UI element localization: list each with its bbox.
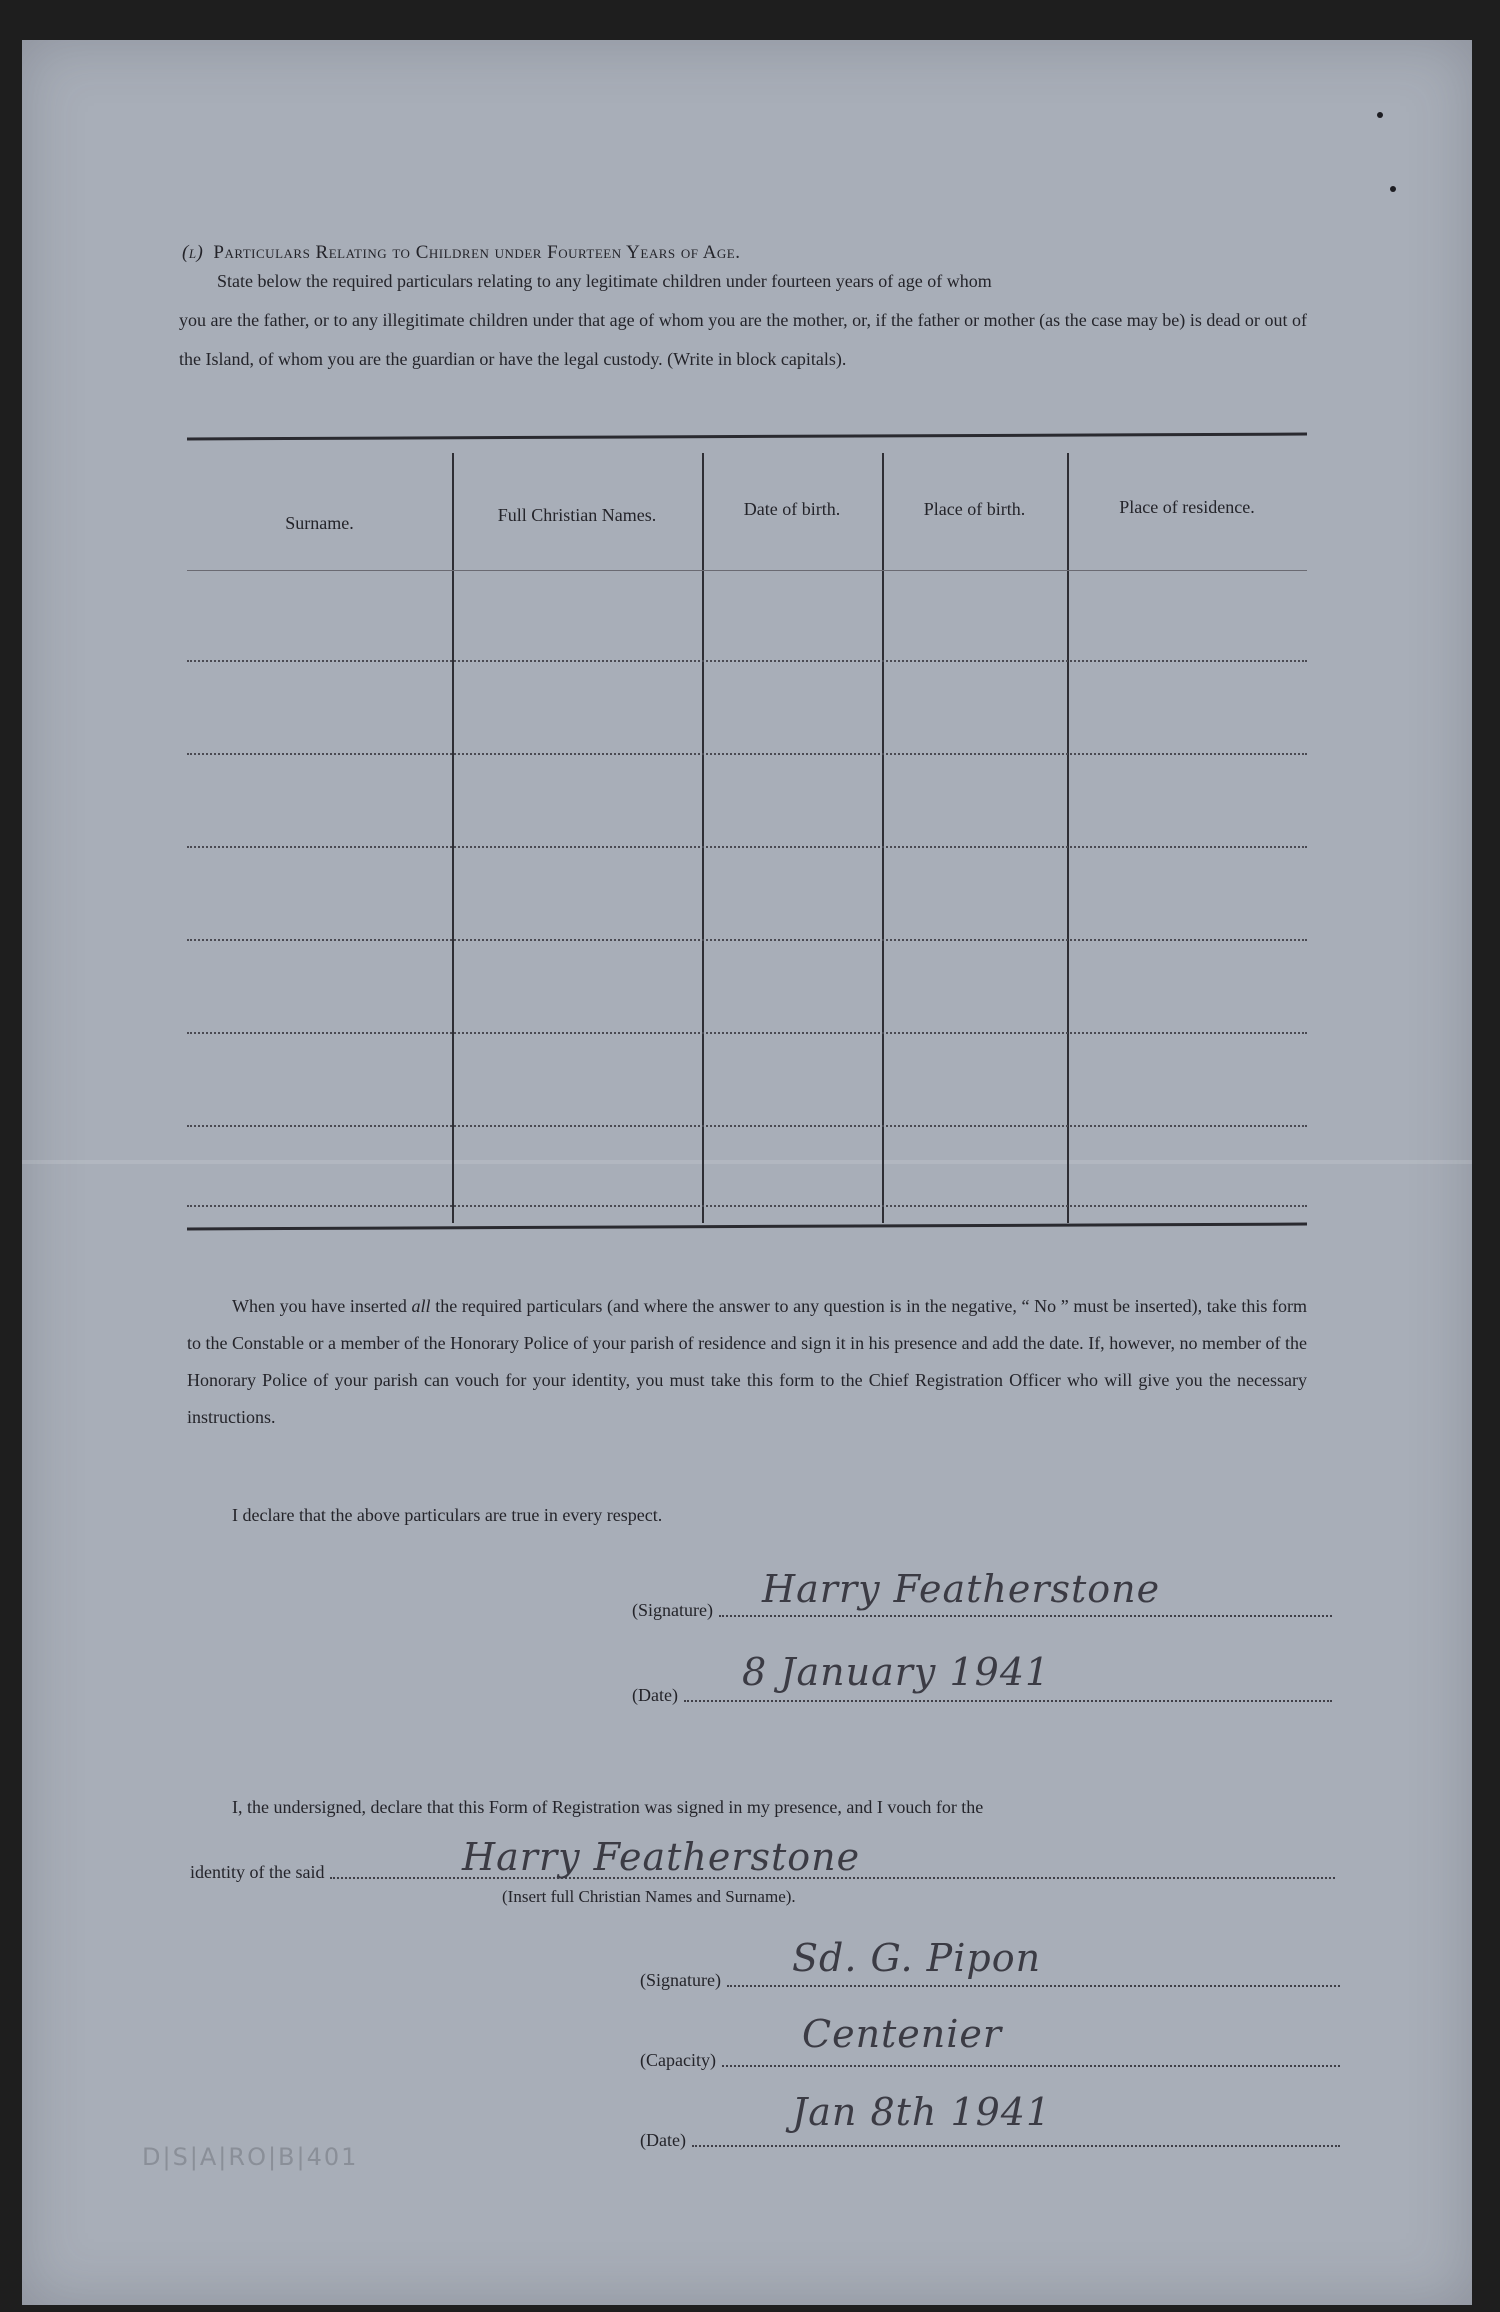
voucher-signature: Sd. G. Pipon (792, 1936, 1042, 1980)
table-top-rule (187, 433, 1307, 441)
declaration-statement: I declare that the above particulars are true in every respect. (232, 1505, 663, 1525)
vouch-statement: I, the undersigned, declare that this Form of Registration was signed in my presence, and I vouch for the (232, 1797, 984, 1817)
applicant-signature: Harry Featherstone (762, 1567, 1161, 1611)
instruction-line-rest: you are the father, or to any illegitimate children under that age of whom you are the mother, or, if the father or mother (as the case may be) is dead or out of the Island, of whom you are the guardian or have the legal custody. (Write in block capitals). (179, 310, 1307, 369)
submission-instructions (187, 1288, 1307, 1436)
table-row (187, 660, 1307, 662)
section-title: Particulars Relating to Children under Fourteen Years of Age. (213, 242, 741, 263)
dotted-line (727, 1985, 1340, 1987)
table-row (187, 753, 1307, 755)
capacity-value: Centenier (802, 2012, 1003, 2056)
column-divider (882, 453, 884, 1223)
column-divider (452, 453, 454, 1223)
date-label: (Date) (640, 2130, 686, 2150)
section-instructions (179, 262, 1307, 379)
section-heading (182, 242, 741, 264)
signature-label: (Signature) (632, 1600, 713, 1620)
date-label: (Date) (632, 1685, 678, 1705)
section-label: (l) (182, 242, 204, 263)
dotted-line (692, 2145, 1340, 2147)
table-row (187, 1205, 1307, 1207)
children-table (187, 435, 1307, 1235)
table-row (187, 939, 1307, 941)
ink-spot (1390, 186, 1396, 192)
identity-label: identity of the said (190, 1862, 325, 1882)
insert-note: (Insert full Christian Names and Surname). (502, 1887, 796, 1906)
instructions-part-2: the required particulars (and where the answer to any question is in the negative, “ No ” must be inserted), take this form to the Constable or a member of the Honorary Police of your parish of residence and sign it in his presence and add the date. If, however, no member of the Honorary Police of your parish can vouch for your identity, you must take this form to the Chief Registration Officer who will give you the necessary instructions. (187, 1296, 1308, 1427)
dotted-line (684, 1700, 1332, 1702)
column-header-surname: Surname. (285, 513, 354, 533)
applicant-date: 8 January 1941 (742, 1650, 1051, 1694)
column-header-date-of-birth: Date of birth. (743, 499, 841, 519)
signature-label: (Signature) (640, 1970, 721, 1990)
header-underline (187, 570, 1307, 571)
dotted-line (722, 2065, 1340, 2067)
table-row (187, 846, 1307, 848)
column-header-christian-names: Full Christian Names. (497, 505, 657, 525)
document-page (22, 40, 1472, 2305)
column-header-place-of-residence: Place of residence. (1119, 497, 1255, 517)
column-divider (1067, 453, 1069, 1223)
table-bottom-rule (187, 1223, 1307, 1231)
instruction-line-1: State below the required particulars relating to any legitimate children under fourteen years of age of whom (217, 271, 992, 291)
identity-value: Harry Featherstone (462, 1835, 861, 1879)
capacity-label: (Capacity) (640, 2050, 716, 2070)
instructions-part-1: When you have inserted (232, 1296, 407, 1316)
dotted-line (719, 1615, 1332, 1617)
instructions-emphasis: all (411, 1296, 431, 1316)
table-row (187, 1125, 1307, 1127)
voucher-date: Jan 8th 1941 (792, 2090, 1052, 2134)
table-row (187, 1032, 1307, 1034)
column-divider (702, 453, 704, 1223)
archive-stamp: D|S|A|RO|B|401 (142, 2143, 359, 2171)
column-header-place-of-birth: Place of birth. (923, 499, 1026, 519)
ink-spot (1377, 112, 1383, 118)
